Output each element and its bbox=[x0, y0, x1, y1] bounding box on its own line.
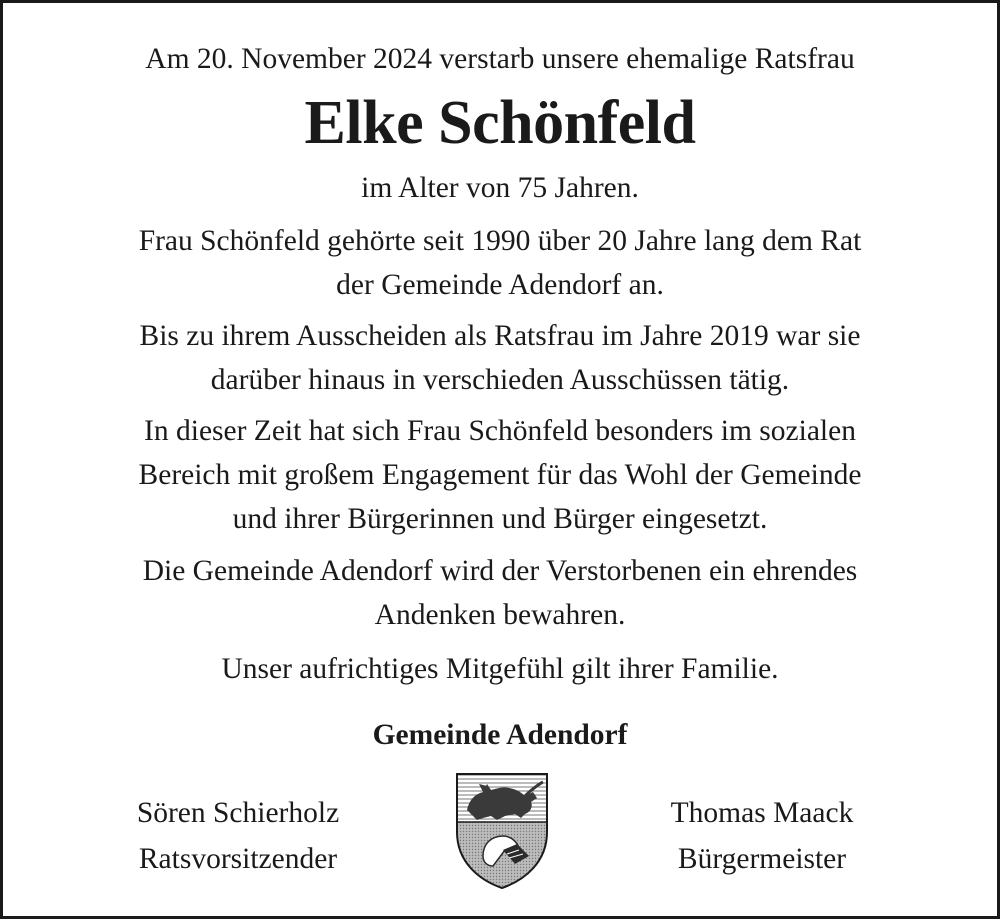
paragraph-line: Bis zu ihrem Ausscheiden als Ratsfrau im Jahre 2019 war sie bbox=[139, 320, 861, 352]
signatory-name: Sören Schierholz bbox=[136, 797, 340, 829]
signatory-name: Thomas Maack bbox=[670, 797, 854, 829]
paragraph-engagement bbox=[0, 409, 1000, 541]
paragraph-committees bbox=[0, 314, 1000, 402]
paragraph-membership bbox=[0, 219, 1000, 307]
paragraph-line: Frau Schönfeld gehörte seit 1990 über 20 Jahre lang dem Rat bbox=[138, 225, 862, 257]
organization-name: Gemeinde Adendorf bbox=[372, 719, 628, 751]
paragraph-line: Andenken bewahren. bbox=[374, 599, 626, 631]
intro-text: Am 20. November 2024 verstarb unsere ehemalige Ratsfrau bbox=[145, 43, 855, 75]
paragraph-line: und ihrer Bürgerinnen und Bürger eingesetzt. bbox=[232, 503, 768, 535]
signatory-role: Bürgermeister bbox=[677, 843, 847, 875]
paragraph-line: Unser aufrichtiges Mitgefühl gilt ihrer Familie. bbox=[221, 653, 779, 685]
paragraph-line: der Gemeinde Adendorf an. bbox=[336, 269, 664, 301]
paragraph-line: Die Gemeinde Adendorf wird der Verstorbenen ein ehrendes bbox=[142, 555, 858, 587]
signatory-role: Ratsvorsitzender bbox=[138, 843, 338, 875]
paragraph-line: In dieser Zeit hat sich Frau Schönfeld besonders im sozialen bbox=[144, 415, 856, 447]
signatory-council-chair bbox=[88, 790, 388, 882]
paragraph-line: Bereich mit großem Engagement für das Wohl der Gemeinde bbox=[138, 459, 862, 491]
coat-of-arms-icon bbox=[453, 770, 551, 892]
paragraph-remembrance bbox=[0, 549, 1000, 637]
paragraph-condolence bbox=[0, 647, 1000, 691]
deceased-name: Elke Schönfeld bbox=[304, 89, 696, 157]
age-text: im Alter von 75 Jahren. bbox=[361, 172, 639, 204]
signatory-mayor bbox=[612, 790, 912, 882]
paragraph-line: darüber hinaus in verschieden Ausschüssen tätig. bbox=[210, 364, 790, 396]
